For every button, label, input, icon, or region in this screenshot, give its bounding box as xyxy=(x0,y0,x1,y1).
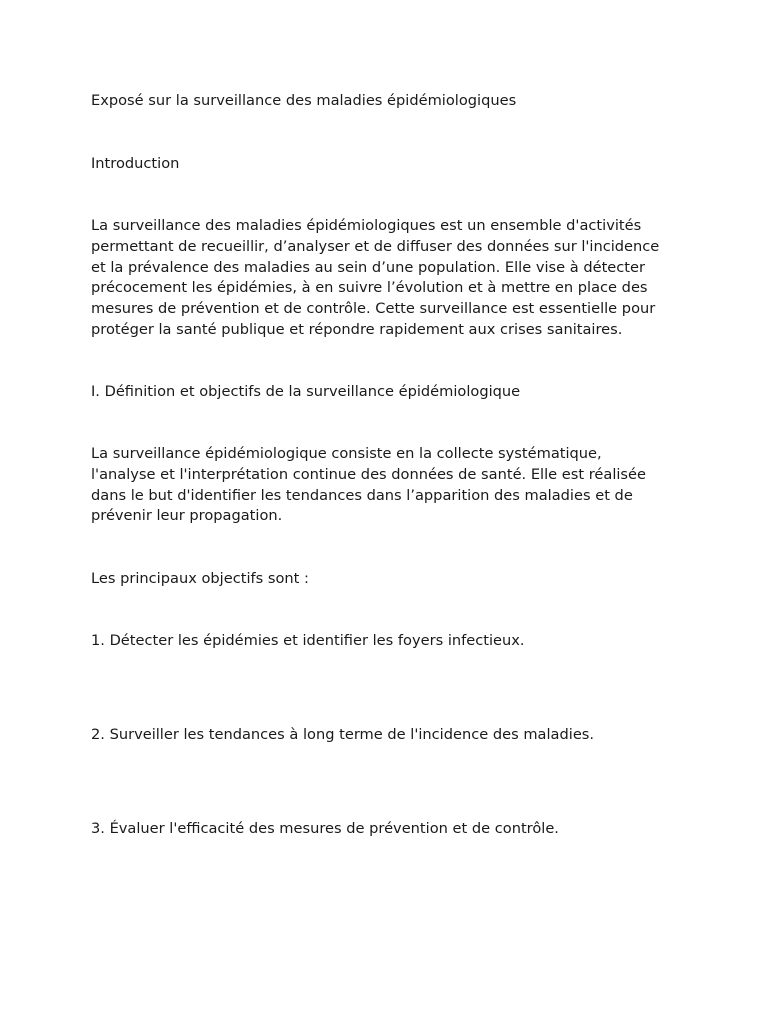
intro-line: précocement les épidémies, à en suivre l’évolution et à mettre en place des xyxy=(91,279,648,297)
section1-line: prévenir leur propagation. xyxy=(91,507,283,525)
section1-line: La surveillance épidémiologique consiste en la collecte systématique, xyxy=(91,445,602,462)
document-title: Exposé sur la surveillance des maladies épidémiologiques xyxy=(91,92,517,109)
intro-line: permettant de recueillir, d’analyser et de diffuser des données sur l'incidence xyxy=(91,237,660,255)
objectives-intro: Les principaux objectifs sont : xyxy=(91,570,309,587)
intro-line: La surveillance des maladies épidémiologiques est un ensemble d'activités xyxy=(91,217,642,234)
section1-line: dans le but d'identifier les tendances dans l’apparition des maladies et de xyxy=(91,486,633,504)
section1-line: l'analyse et l'interprétation continue des données de santé. Elle est réalisée xyxy=(91,465,646,483)
intro-heading: Introduction xyxy=(91,155,180,172)
intro-paragraph xyxy=(91,216,691,341)
section1-heading: I. Définition et objectifs de la surveillance épidémiologique xyxy=(91,383,521,400)
objective-item-1: 1. Détecter les épidémies et identifier les foyers infectieux. xyxy=(91,632,525,649)
intro-line: mesures de prévention et de contrôle. Cette surveillance est essentielle pour xyxy=(91,300,656,318)
objective-item-3: 3. Évaluer l'efficacité des mesures de prévention et de contrôle. xyxy=(91,820,559,837)
intro-line: et la prévalence des maladies au sein d’une population. Elle vise à détecter xyxy=(91,258,645,276)
objective-item-2: 2. Surveiller les tendances à long terme de l'incidence des maladies. xyxy=(91,726,595,743)
section1-paragraph xyxy=(91,444,691,527)
intro-line: protéger la santé publique et répondre rapidement aux crises sanitaires. xyxy=(91,320,623,338)
